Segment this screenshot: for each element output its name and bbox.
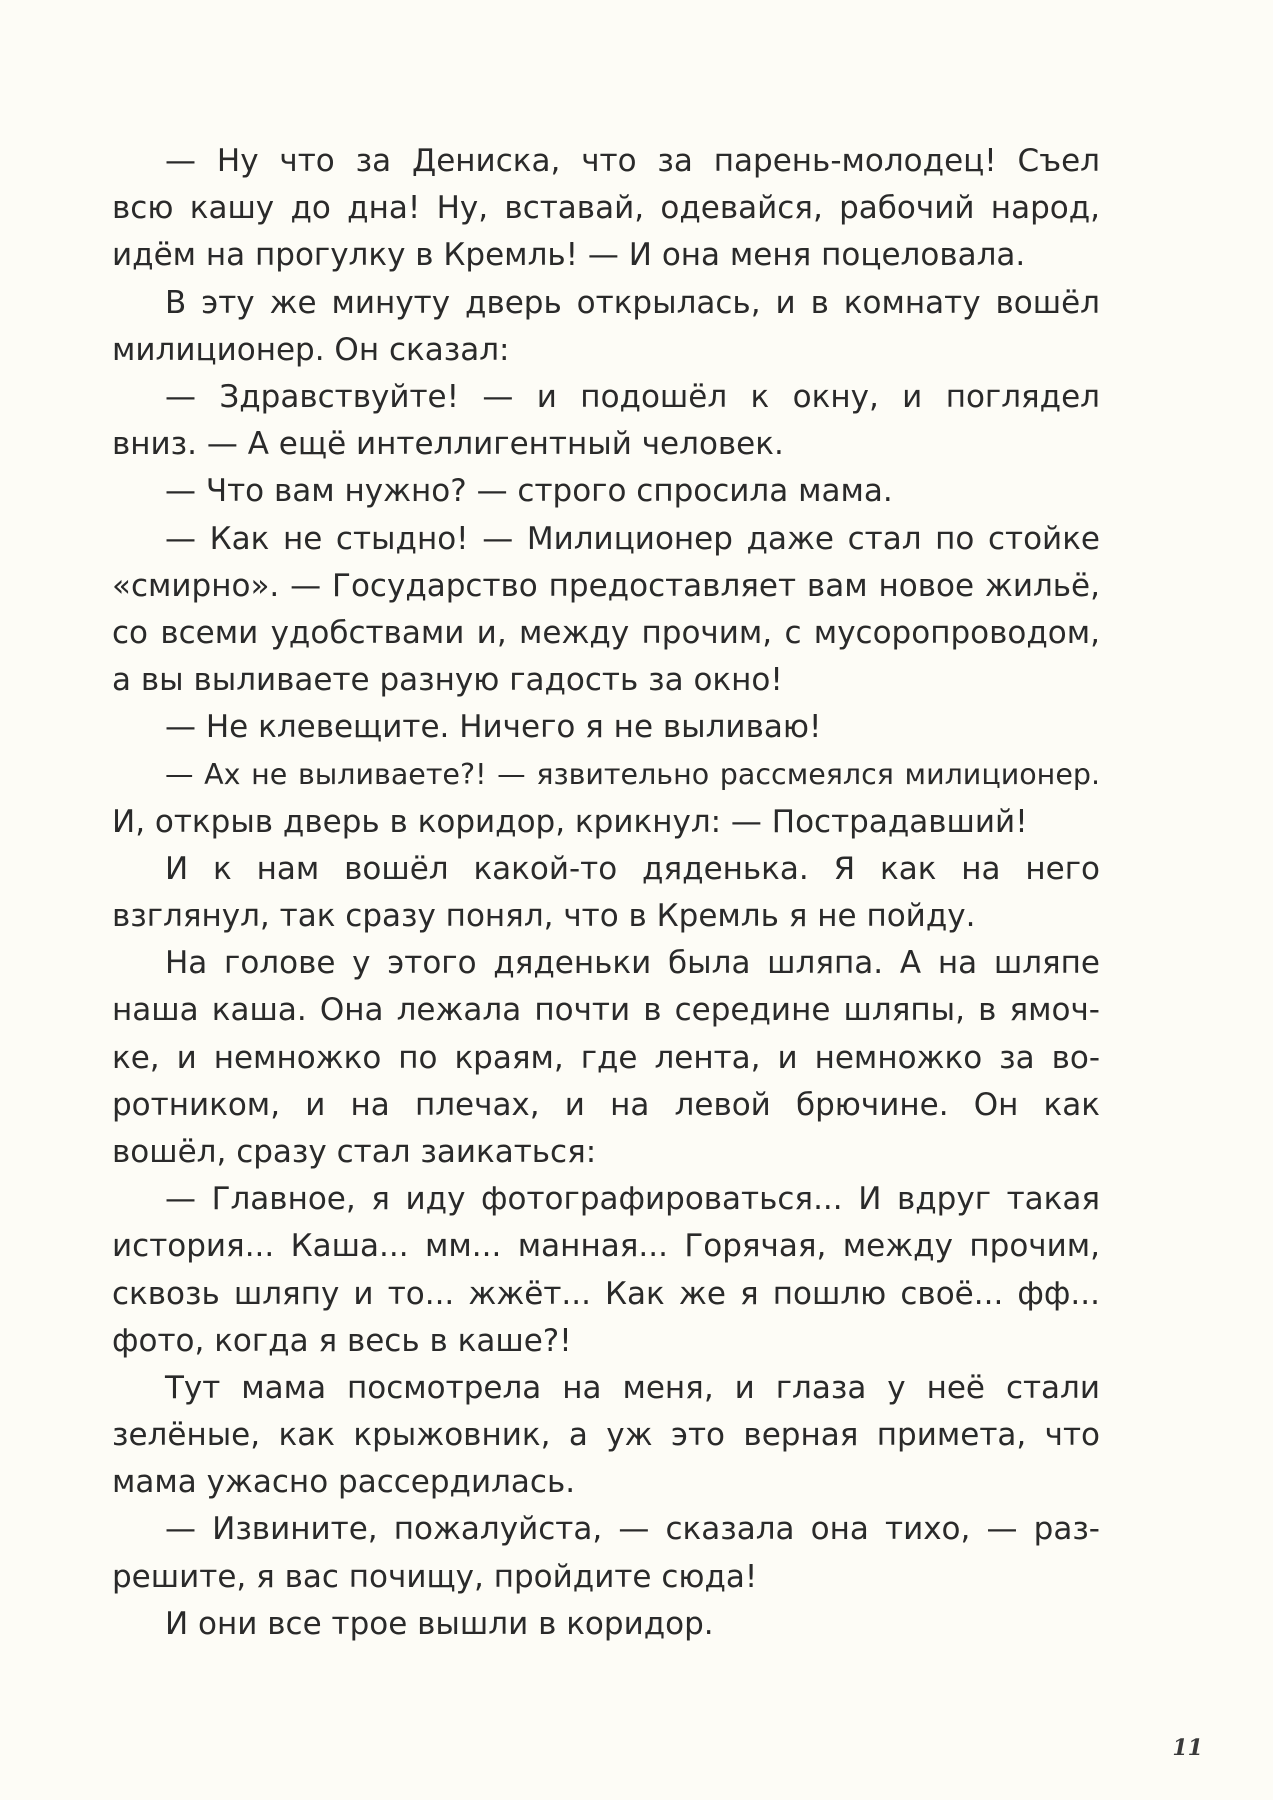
text-line: сквозь шляпу и то... жжёт... Как же я пошлю своё... фф... (112, 1275, 1100, 1312)
text-line: фото, когда я весь в каше?! (112, 1322, 572, 1359)
text-line: ке, и немножко по краям, где лента, и немножко за во- (112, 1039, 1100, 1076)
text-line: зелёные, как крыжовник, а уж это верная примета, что (112, 1417, 1100, 1454)
text-line: мама ужасно рассердилась. (112, 1464, 576, 1501)
text-line: — Извините, пожалуйста, — сказала она тихо, — раз- (165, 1511, 1100, 1548)
text-line: — Как не стыдно! — Милиционер даже стал по стойке (165, 520, 1100, 557)
text-line: — Не клевещите. Ничего я не выливаю! (165, 709, 822, 746)
text-line: наша каша. Она лежала почти в середине шляпы, в ямоч- (112, 992, 1100, 1029)
text-line: На голове у этого дяденьки была шляпа. А на шляпе (165, 945, 1100, 982)
text-line: взглянул, так сразу понял, что в Кремль я не пойду. (112, 898, 976, 934)
text-line: И они все трое вышли в коридор. (165, 1605, 714, 1642)
text-line: И, открыв дверь в коридор, крикнул: — Пострадавший! (112, 803, 1028, 840)
page-number: 11 (1172, 1735, 1203, 1761)
text-line: ротником, и на плечах, и на левой брючине. Он как (112, 1086, 1100, 1123)
text-line: — Что вам нужно? — строго спросила мама. (165, 473, 893, 510)
text-line: «смирно». — Государство предоставляет вам новое жильё, (112, 567, 1100, 604)
text-line: И к нам вошёл какой-то дяденька. Я как на него (165, 850, 1100, 887)
text-line: со всеми удобствами и, между прочим, с мусоропроводом, (112, 614, 1100, 651)
text-line: решите, я вас почищу, пройдите сюда! (112, 1558, 758, 1595)
text-line: вошёл, сразу стал заикаться: (112, 1133, 597, 1170)
text-line: — Главное, я иду фотографироваться... И вдруг такая (165, 1181, 1100, 1218)
page-text (112, 138, 1100, 1648)
text-line: а вы выливаете разную гадость за окно! (112, 662, 783, 699)
text-line: история... Каша... мм... манная... Горячая, между прочим, (112, 1228, 1100, 1265)
text-line: всю кашу до дна! Ну, вставай, одевайся, рабочий народ, (112, 190, 1100, 227)
text-line: — Здравствуйте! — и подошёл к окну, и поглядел (165, 378, 1100, 415)
text-line: — Ну что за Дениска, что за парень-молодец! Съел (165, 143, 1100, 179)
text-line: идём на прогулку в Кремль! — И она меня поцеловала. (112, 237, 1026, 274)
text-line: В эту же минуту дверь открылась, и в комнату вошёл (165, 284, 1100, 321)
text-line: — Ах не выливаете?! — язвительно рассмеялся милиционер. (165, 758, 1100, 792)
text-line: милиционер. Он сказал: (112, 331, 510, 368)
text-line: Тут мама посмотрела на меня, и глаза у неё стали (165, 1369, 1100, 1406)
text-line: вниз. — А ещё интеллигентный человек. (112, 426, 784, 463)
